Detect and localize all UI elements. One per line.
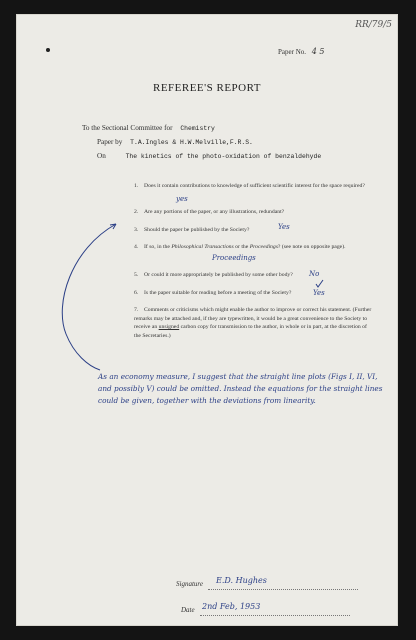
subject-label: On: [97, 152, 106, 160]
question-7: 7. Comments or criticisms which might enable the author to improve or correct his statement. (Further remarks may be attached and, if they are typewritten, it would be a great convenience to the Society to receive an unsigned carbon copy for transmission to the author, in whole or in part, at the discretion of the Secretaries.): [134, 307, 372, 339]
paper-number-value: 4 5: [311, 47, 325, 56]
date-label: Date: [181, 606, 195, 614]
bracket-curve: [62, 224, 116, 370]
page-title: REFEREE'S REPORT: [152, 82, 262, 94]
question-6: 6. Is the paper suitable for reading before a meeting of the Society?: [134, 290, 292, 296]
referee-comment: As an economy measure, I suggest that the straight line plots (Figs I, II, VI, and possibly V) could be omitted. Instead the equations for the straight lines could be given, together with the deviations from linearity.: [98, 372, 383, 405]
author-label: Paper by: [97, 138, 123, 146]
paper-number-label: Paper No.: [278, 48, 306, 56]
check-mark: [316, 280, 323, 287]
archive-reference: RR/79/5: [355, 20, 392, 30]
question-1: 1. Does it contain contributions to knowledge of sufficient scientific interest for the space required?: [134, 183, 365, 189]
question-4: 4. If so, in the Philosophical Transactions or the Proceedings? (see note on opposite page).: [134, 244, 346, 250]
committee-label: To the Sectional Committee for: [82, 124, 173, 132]
handwritten-marks: [16, 14, 398, 626]
author-value: T.A.Ingles & H.W.Melville,F.R.S.: [130, 139, 253, 146]
date-line: [200, 615, 350, 616]
answer-1: yes: [176, 195, 188, 203]
answer-4: Proceedings: [212, 254, 256, 262]
subject-value: The kinetics of the photo-oxidation of benzaldehyde: [125, 153, 322, 160]
signature-label: Signature: [176, 580, 203, 588]
answer-3: Yes: [278, 223, 290, 231]
date-value: 2nd Feb, 1953: [202, 602, 261, 611]
referee-report-form: [16, 14, 398, 626]
question-5: 5. Or could it more appropriately be published by some other body?: [134, 272, 293, 278]
question-3: 3. Should the paper be published by the Society?: [134, 227, 250, 233]
answer-5: No: [309, 270, 320, 278]
signature-value: E.D. Hughes: [216, 576, 267, 585]
committee-value: Chemistry: [180, 125, 215, 132]
signature-line: [208, 589, 358, 590]
question-2: 2. Are any portions of the paper, or any illustrations, redundant?: [134, 209, 285, 215]
answer-6: Yes: [313, 289, 325, 297]
